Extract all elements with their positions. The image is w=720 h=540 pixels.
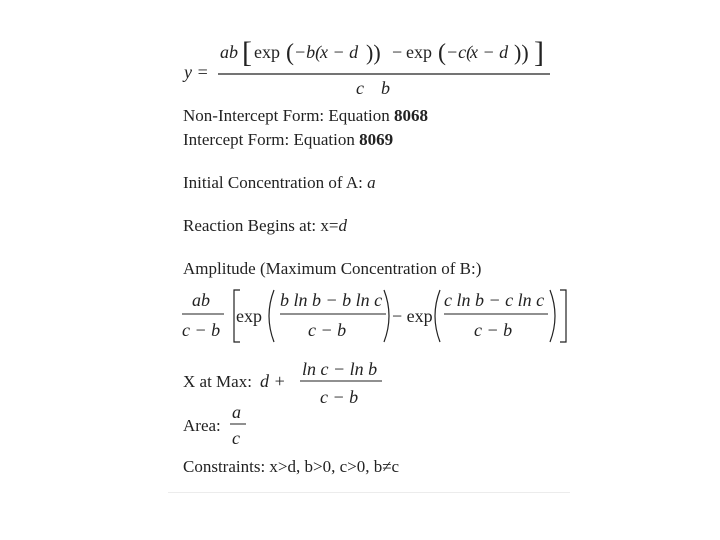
reaction-begins-line (183, 216, 347, 236)
area-num: a (232, 402, 241, 422)
amplitude-heading (183, 259, 481, 279)
arg1-var: x − d (320, 42, 359, 62)
initial-concentration-line (183, 173, 376, 193)
amp-minus-exp: − exp (392, 306, 433, 326)
amp-exp1: exp (236, 306, 262, 326)
intercept-label: Intercept Form: Equation (183, 130, 355, 149)
constraints-text: Constraints: x>d, b>0, c>0, b≠c (183, 457, 400, 476)
intercept-line (183, 130, 393, 150)
xmax-formula (260, 355, 390, 411)
bottom-divider (168, 492, 570, 493)
amp-den-cb: c − b (182, 320, 221, 340)
amp-num-ab: ab (192, 290, 210, 310)
equation-minus: − (392, 42, 403, 62)
main-equation (178, 30, 558, 102)
non-intercept-label: Non-Intercept Form: Equation (183, 106, 390, 125)
right-paren-1 (384, 290, 389, 342)
exp1-label: exp (254, 42, 280, 62)
xmax-label-line (183, 372, 252, 392)
xmax-num: ln c − ln b (302, 359, 378, 379)
equation-lhs: y = (184, 62, 209, 82)
non-intercept-line (183, 106, 428, 126)
begins-label: Reaction Begins at: x= (183, 216, 339, 235)
right-bracket: ] (534, 36, 544, 69)
den-b: b (381, 78, 390, 98)
area-label: Area: (183, 416, 221, 435)
amp-f2-num: c ln b − c ln c (444, 290, 545, 310)
area-label-line (183, 416, 221, 436)
arg2-close: )) (514, 40, 529, 65)
left-paren-2 (435, 290, 440, 342)
exp2-label: exp (406, 42, 432, 62)
area-den: c (232, 428, 240, 448)
arg1-close: )) (366, 40, 381, 65)
amplitude-label: Amplitude (Maximum Concentration of B:) (183, 259, 482, 278)
paren-open-1: ( (286, 40, 294, 66)
xmax-den: c − b (320, 387, 359, 407)
den-c: c (356, 78, 364, 98)
arg1-open: −b( (294, 42, 322, 62)
equation-num-prefix: ab (220, 42, 238, 62)
amp-f1-num: b ln b − b ln c (280, 290, 383, 310)
amplitude-formula (178, 284, 573, 346)
area-formula (226, 400, 256, 452)
intercept-number: 8069 (359, 130, 394, 149)
arg2-var: x − d (470, 42, 509, 62)
paren-open-2: ( (438, 40, 446, 66)
arg2-open: −c( (446, 42, 473, 62)
xmax-label: X at Max: (183, 372, 252, 391)
right-paren-2 (550, 290, 555, 342)
initial-var: a (367, 173, 376, 192)
amp-f1-den: c − b (308, 320, 347, 340)
right-square-bracket (560, 290, 566, 342)
non-intercept-number: 8068 (394, 106, 429, 125)
amp-f2-den: c − b (474, 320, 513, 340)
begins-var: d (338, 216, 347, 235)
initial-label: Initial Concentration of A: (183, 173, 363, 192)
left-bracket: [ (242, 36, 252, 69)
constraints-line (183, 457, 399, 477)
xmax-d: d + (260, 371, 286, 391)
left-paren-1 (269, 290, 274, 342)
